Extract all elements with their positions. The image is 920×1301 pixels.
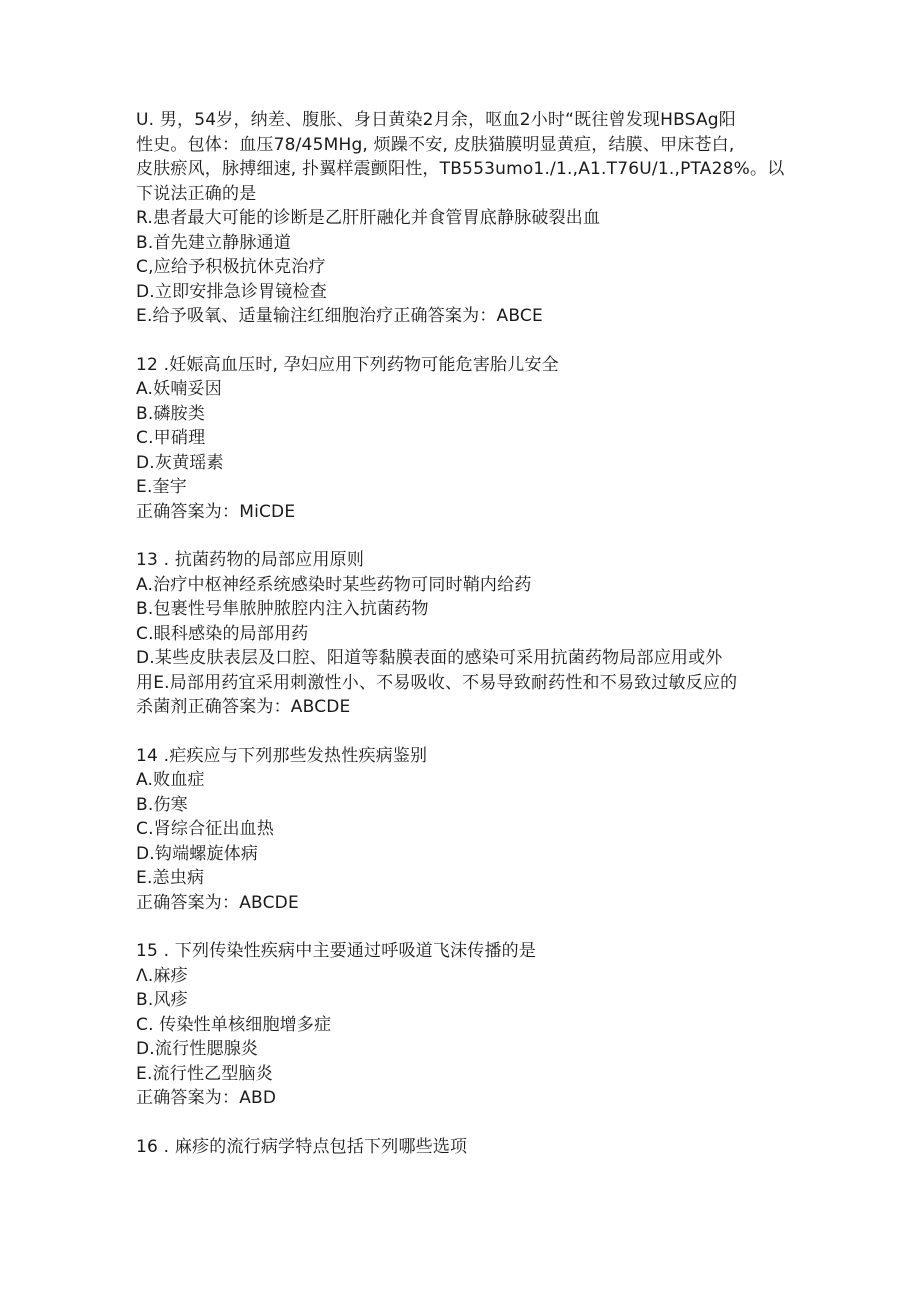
question-11-option-c: C,应给予积极抗休克治疗 xyxy=(136,257,326,277)
question-14-heading: 14 .疟疾应与下列那些发热性疾病鉴别 xyxy=(136,745,428,766)
question-11-option-a: R.患者最大可能的诊断是乙肝肝融化并食管胃底静脉破裂出血 xyxy=(136,208,601,228)
question-13-option-d-line-1: D.某些皮肤表层及口腔、阳道等黏膜表面的感染可采用抗菌药物局部应用或外 xyxy=(136,648,723,668)
question-12-option-d: D.灰黄瑶素 xyxy=(136,452,224,473)
question-11-option-b: B.首先建立静脉通道 xyxy=(136,232,292,253)
question-11 xyxy=(136,108,796,329)
question-12-option-b: B.磷胺类 xyxy=(136,403,206,424)
question-14-option-c: C.肾综合征出血热 xyxy=(136,819,275,839)
question-15-option-a: Λ.麻疹 xyxy=(136,965,188,986)
question-11-option-d: D.立即安排急诊胃镜检查 xyxy=(136,281,327,302)
question-15-option-b: B.风疹 xyxy=(136,990,188,1010)
question-12-option-e: E.奎宇 xyxy=(136,477,187,497)
question-14-answer: 正确答案为：ABCDE xyxy=(136,892,299,913)
question-13-option-b: B.包裹性号隼脓肿脓腔内注入抗菌药物 xyxy=(136,599,429,619)
question-13-option-a: A.治疗中枢神经系统感染时某些药物可同时鞘内给药 xyxy=(136,574,532,595)
question-11-text-line-2: 性史。包体：血压78/45MHg, 烦躁不安, 皮肤猫膜明显黄疸，结膜、甲床苍白, xyxy=(136,134,735,155)
question-13 xyxy=(136,548,796,720)
question-15-heading: 15 . 下列传染性疾病中主要通过呼吸道飞沫传播的是 xyxy=(136,941,537,961)
question-13-option-d-line-2: 用E.局部用药宜采用刺激性小、不易吸收、不易导致耐药性和不易致过敏反应的 xyxy=(136,672,738,693)
question-14-option-d: D.钩端螺旋体病 xyxy=(136,843,259,864)
question-12-heading: 12 .妊娠高血压时, 孕妇应用下列药物可能危害胎儿安全 xyxy=(136,354,559,375)
question-15 xyxy=(136,939,796,1111)
question-16 xyxy=(136,1135,796,1160)
question-16-heading: 16 . 麻疹的流行病学特点包括下列哪些选项 xyxy=(136,1136,468,1157)
question-11-option-e-answer: E.给予吸氧、适量输注红细胞治疗正确答案为：ABCE xyxy=(136,306,543,326)
question-13-option-c: C.眼科感染的局部用药 xyxy=(136,623,309,644)
question-12 xyxy=(136,353,796,525)
question-15-option-c: C. 传染性单核细胞增多症 xyxy=(136,1014,332,1035)
question-14-option-e: E.恙虫病 xyxy=(136,868,205,888)
question-13-answer: 杀菌剂正确答案为：ABCDE xyxy=(136,697,351,717)
document-page xyxy=(136,108,796,1183)
question-13-heading: 13 . 抗菌药物的局部应用原则 xyxy=(136,550,365,570)
question-14-option-a: A.败血症 xyxy=(136,770,205,790)
question-12-option-c: C.甲硝理 xyxy=(136,428,206,448)
question-15-option-d: D.流行性腮腺炎 xyxy=(136,1039,259,1059)
question-11-text-line-1: U. 男，54岁，纳差、腹胀、身日黄染2月余，呕血2小时“既往曾发现HBSAg阳 xyxy=(136,110,736,130)
question-15-answer: 正确答案为：ABD xyxy=(136,1088,277,1108)
question-12-answer: 正确答案为：MiCDE xyxy=(136,501,296,522)
question-14-option-b: B.伤寒 xyxy=(136,794,188,815)
question-15-option-e: E.流行性乙型脑炎 xyxy=(136,1063,273,1084)
question-14 xyxy=(136,744,796,916)
question-12-option-a: A.妖喃妥因 xyxy=(136,379,222,399)
question-11-text-line-3: 皮肤瘀风，脉搏细速, 扑翼样震颤阳性，TB553umo1./1.,A1.T76U/1.,PTA28%。以 xyxy=(136,159,785,179)
question-11-text-line-4: 下说法正确的是 xyxy=(136,183,257,204)
